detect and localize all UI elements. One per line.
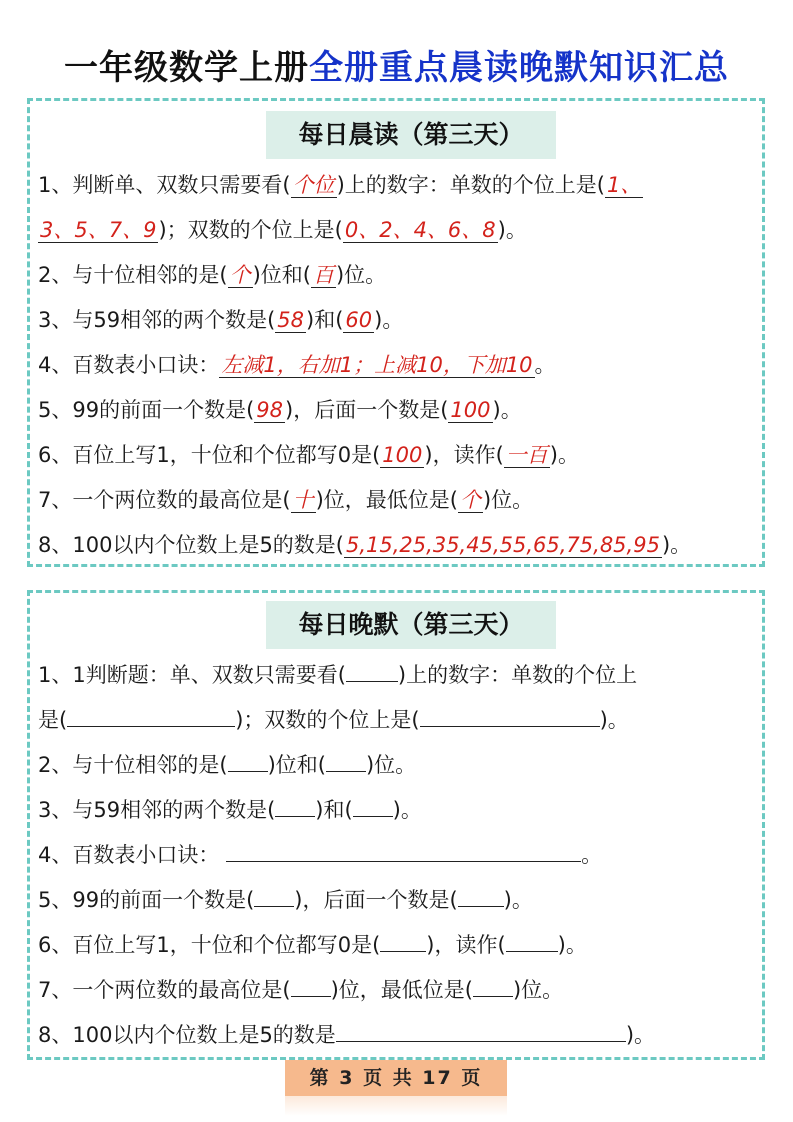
- evening-item-6: [38, 931, 587, 959]
- item-text: )和(: [315, 798, 353, 822]
- morning-item-5: [38, 396, 522, 424]
- item-text: 。: [534, 353, 556, 377]
- evening-item-1-cont: [38, 706, 629, 734]
- evening-item-3: [38, 796, 422, 824]
- morning-reading-section: [27, 98, 765, 567]
- morning-section-title: 每日晨读（第三天）: [266, 111, 556, 159]
- morning-item-3: [38, 306, 403, 334]
- item-text: )位。: [482, 488, 534, 512]
- item-text: 2、与十位相邻的是(: [38, 263, 228, 287]
- answer-blank[interactable]: [346, 661, 398, 682]
- item-text: 4、百数表小口诀：: [38, 843, 220, 867]
- item-text: )，读作(: [426, 933, 506, 957]
- answer: 100: [450, 398, 491, 422]
- footer-reflection: [285, 1096, 507, 1116]
- answer-blank[interactable]: [458, 886, 504, 907]
- item-text: )，读作(: [424, 443, 504, 467]
- evening-item-7: [38, 976, 563, 1004]
- answer: 十: [292, 488, 314, 512]
- page-title-part1: 一年级数学上册: [64, 48, 309, 88]
- answer-blank[interactable]: [228, 751, 268, 772]
- answer: 98: [256, 398, 284, 422]
- morning-item-7: [38, 486, 533, 514]
- answer-blank[interactable]: [326, 751, 366, 772]
- item-text: )位。: [365, 753, 417, 777]
- answer: 60: [345, 308, 373, 332]
- item-text: )。: [497, 218, 527, 242]
- item-text: )，后面一个数是(: [294, 888, 458, 912]
- item-text: )位和(: [252, 263, 311, 287]
- item-text: 6、百位上写1，十位和个位都写0是(: [38, 443, 381, 467]
- evening-item-2: [38, 751, 416, 779]
- answer: 个: [229, 263, 251, 287]
- item-text: )。: [549, 443, 579, 467]
- item-text: )位。: [512, 978, 564, 1002]
- evening-recall-section: [27, 590, 765, 1060]
- answer: 58: [277, 308, 305, 332]
- item-text: 1、1判断题：单、双数只需要看(: [38, 663, 346, 687]
- evening-item-4: [38, 841, 602, 869]
- item-text: )。: [599, 708, 629, 732]
- answer: 100: [382, 443, 423, 467]
- answer: 3、5、7、9: [40, 218, 157, 242]
- morning-item-2: [38, 261, 386, 289]
- answer: 0、2、4、6、8: [344, 218, 496, 242]
- item-text: 3、与59相邻的两个数是(: [38, 308, 276, 332]
- item-text: 2、与十位相邻的是(: [38, 753, 228, 777]
- item-text: )位，最低位是(: [330, 978, 473, 1002]
- item-text: )。: [625, 1023, 656, 1047]
- item-text: )。: [557, 933, 587, 957]
- answer: 个: [459, 488, 481, 512]
- item-text: 7、一个两位数的最高位是(: [38, 488, 291, 512]
- item-text: 是(: [38, 708, 68, 732]
- item-text: 5、99的前面一个数是(: [38, 888, 255, 912]
- item-text: )；双数的个位上是(: [158, 218, 343, 242]
- item-text: 3、与59相邻的两个数是(: [38, 798, 276, 822]
- page-number-badge: 第 3 页 共 17 页: [285, 1060, 507, 1096]
- answer-blank[interactable]: [380, 931, 426, 952]
- page-title: [0, 40, 793, 89]
- answer-blank[interactable]: [420, 706, 600, 727]
- item-text: )上的数字：单数的个位上是(: [336, 173, 605, 197]
- answer: 1、: [606, 173, 642, 197]
- answer-blank[interactable]: [291, 976, 331, 997]
- answer-blank[interactable]: [67, 706, 235, 727]
- item-text: )。: [503, 888, 533, 912]
- evening-item-5: [38, 886, 533, 914]
- item-text: )位，最低位是(: [315, 488, 458, 512]
- item-text: 6、百位上写1，十位和个位都写0是(: [38, 933, 381, 957]
- item-text: )上的数字：单数的个位上: [397, 663, 638, 687]
- item-text: )。: [492, 398, 522, 422]
- evening-item-1: [38, 661, 637, 689]
- item-text: 5、99的前面一个数是(: [38, 398, 255, 422]
- morning-item-4: [38, 351, 556, 379]
- item-text: 8、100以内个位数上是5的数是(: [38, 533, 344, 557]
- answer-blank[interactable]: [506, 931, 558, 952]
- answer-blank[interactable]: [275, 796, 315, 817]
- item-text: 8、100以内个位数上是5的数是: [38, 1023, 336, 1047]
- item-text: 7、一个两位数的最高位是(: [38, 978, 291, 1002]
- answer-blank[interactable]: [336, 1021, 626, 1042]
- item-text: 1、判断单、双数只需要看(: [38, 173, 291, 197]
- item-text: )。: [374, 308, 404, 332]
- item-text: )位和(: [267, 753, 326, 777]
- answer: 一百: [505, 443, 548, 467]
- morning-item-6: [38, 441, 579, 469]
- answer: 左减1，右加1；上减10，下加10: [221, 353, 533, 377]
- evening-item-8: [38, 1021, 655, 1049]
- answer: 个位: [292, 173, 335, 197]
- answer-blank[interactable]: [353, 796, 393, 817]
- answer-blank[interactable]: [473, 976, 513, 997]
- page-title-part2: 全册重点晨读晚默知识汇总: [309, 48, 729, 88]
- item-text: )。: [661, 533, 692, 557]
- item-text: )位。: [335, 263, 387, 287]
- item-text: )。: [392, 798, 422, 822]
- item-text: )；双数的个位上是(: [235, 708, 420, 732]
- morning-item-8: [38, 531, 691, 559]
- item-text: 4、百数表小口诀：: [38, 353, 220, 377]
- item-text: )和(: [306, 308, 344, 332]
- answer-blank[interactable]: [226, 841, 581, 862]
- answer: 百: [312, 263, 334, 287]
- morning-item-1-cont: [38, 216, 527, 244]
- item-text: )，后面一个数是(: [285, 398, 449, 422]
- answer: 5,15,25,35,45,55,65,75,85,95: [346, 533, 660, 557]
- evening-section-title: 每日晚默（第三天）: [266, 601, 556, 649]
- answer-blank[interactable]: [254, 886, 294, 907]
- item-text: 。: [581, 843, 603, 867]
- morning-item-1: [38, 171, 643, 199]
